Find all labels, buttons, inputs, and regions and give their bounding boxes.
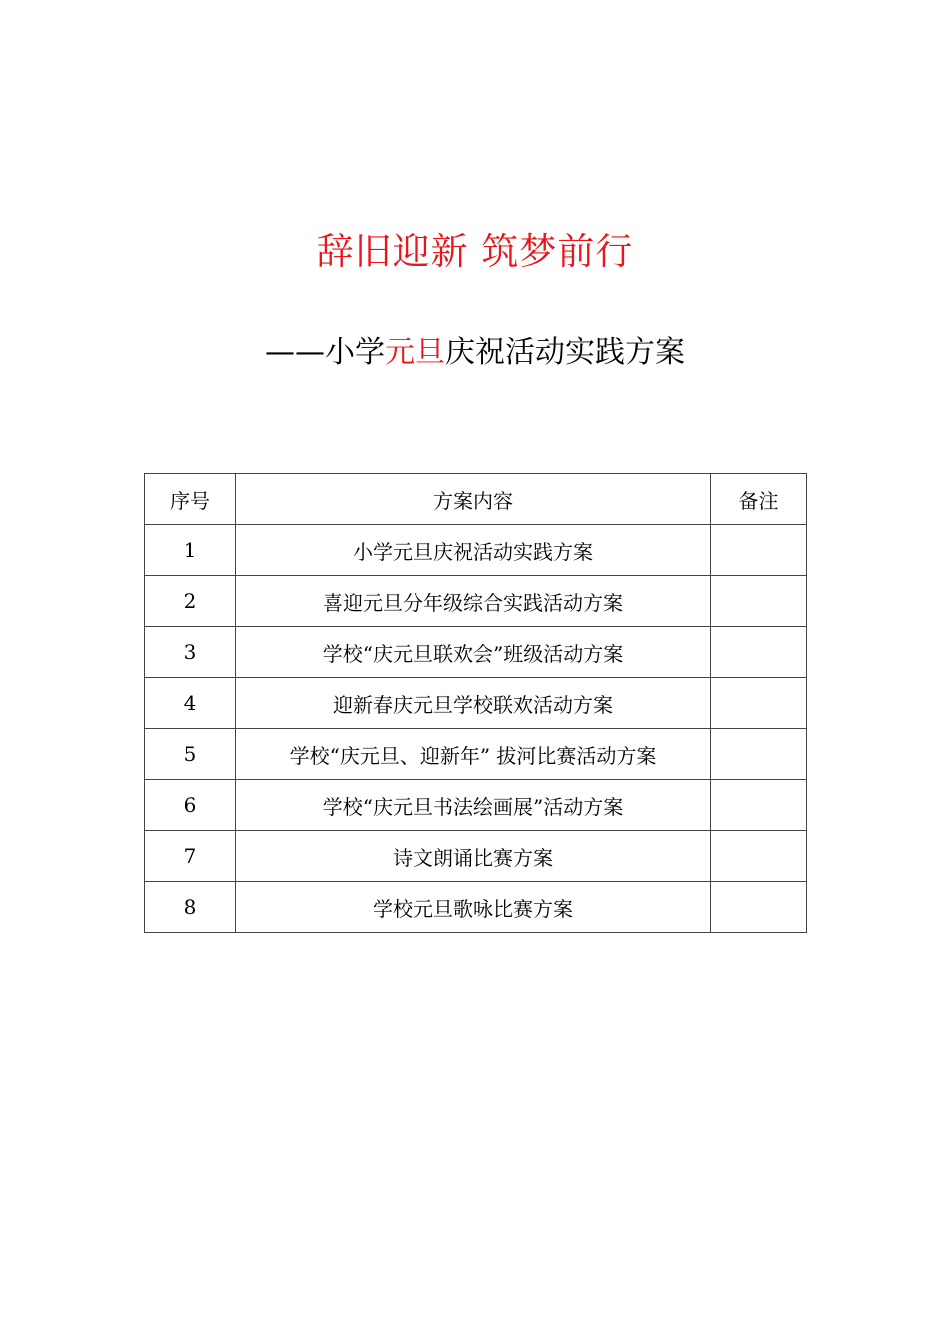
plan-table	[144, 473, 807, 933]
row-content: 学校“庆元旦联欢会”班级活动方案	[236, 627, 711, 678]
row-number: 2	[145, 576, 236, 627]
row-note	[711, 678, 807, 729]
row-note	[711, 525, 807, 576]
table-row	[145, 678, 807, 729]
subtitle-prefix: ——小学	[265, 335, 385, 370]
table-row	[145, 780, 807, 831]
row-content: 学校元旦歌咏比赛方案	[236, 882, 711, 933]
row-content: 小学元旦庆祝活动实践方案	[236, 525, 711, 576]
row-number: 8	[145, 882, 236, 933]
row-number: 4	[145, 678, 236, 729]
row-number: 5	[145, 729, 236, 780]
row-note	[711, 627, 807, 678]
subtitle-highlight: 元旦	[385, 335, 445, 370]
row-number: 7	[145, 831, 236, 882]
table-row	[145, 831, 807, 882]
row-content: 诗文朗诵比赛方案	[236, 831, 711, 882]
row-content: 喜迎元旦分年级综合实践活动方案	[236, 576, 711, 627]
table-row	[145, 729, 807, 780]
row-note	[711, 576, 807, 627]
row-note	[711, 729, 807, 780]
row-note	[711, 831, 807, 882]
subtitle-suffix: 庆祝活动实践方案	[445, 335, 685, 370]
row-number: 6	[145, 780, 236, 831]
row-note	[711, 780, 807, 831]
document-title: 辞旧迎新 筑梦前行	[316, 230, 634, 273]
header-number: 序号	[145, 474, 236, 525]
row-note	[711, 882, 807, 933]
table-row	[145, 525, 807, 576]
row-number: 3	[145, 627, 236, 678]
table-row	[145, 882, 807, 933]
row-content: 学校“庆元旦书法绘画展”活动方案	[236, 780, 711, 831]
row-content: 迎新春庆元旦学校联欢活动方案	[236, 678, 711, 729]
table-header-row	[145, 474, 807, 525]
table-row	[145, 627, 807, 678]
row-content: 学校“庆元旦、迎新年” 拔河比赛活动方案	[236, 729, 711, 780]
document-subtitle	[0, 332, 950, 374]
table-row	[145, 576, 807, 627]
header-content: 方案内容	[236, 474, 711, 525]
header-note: 备注	[711, 474, 807, 525]
row-number: 1	[145, 525, 236, 576]
